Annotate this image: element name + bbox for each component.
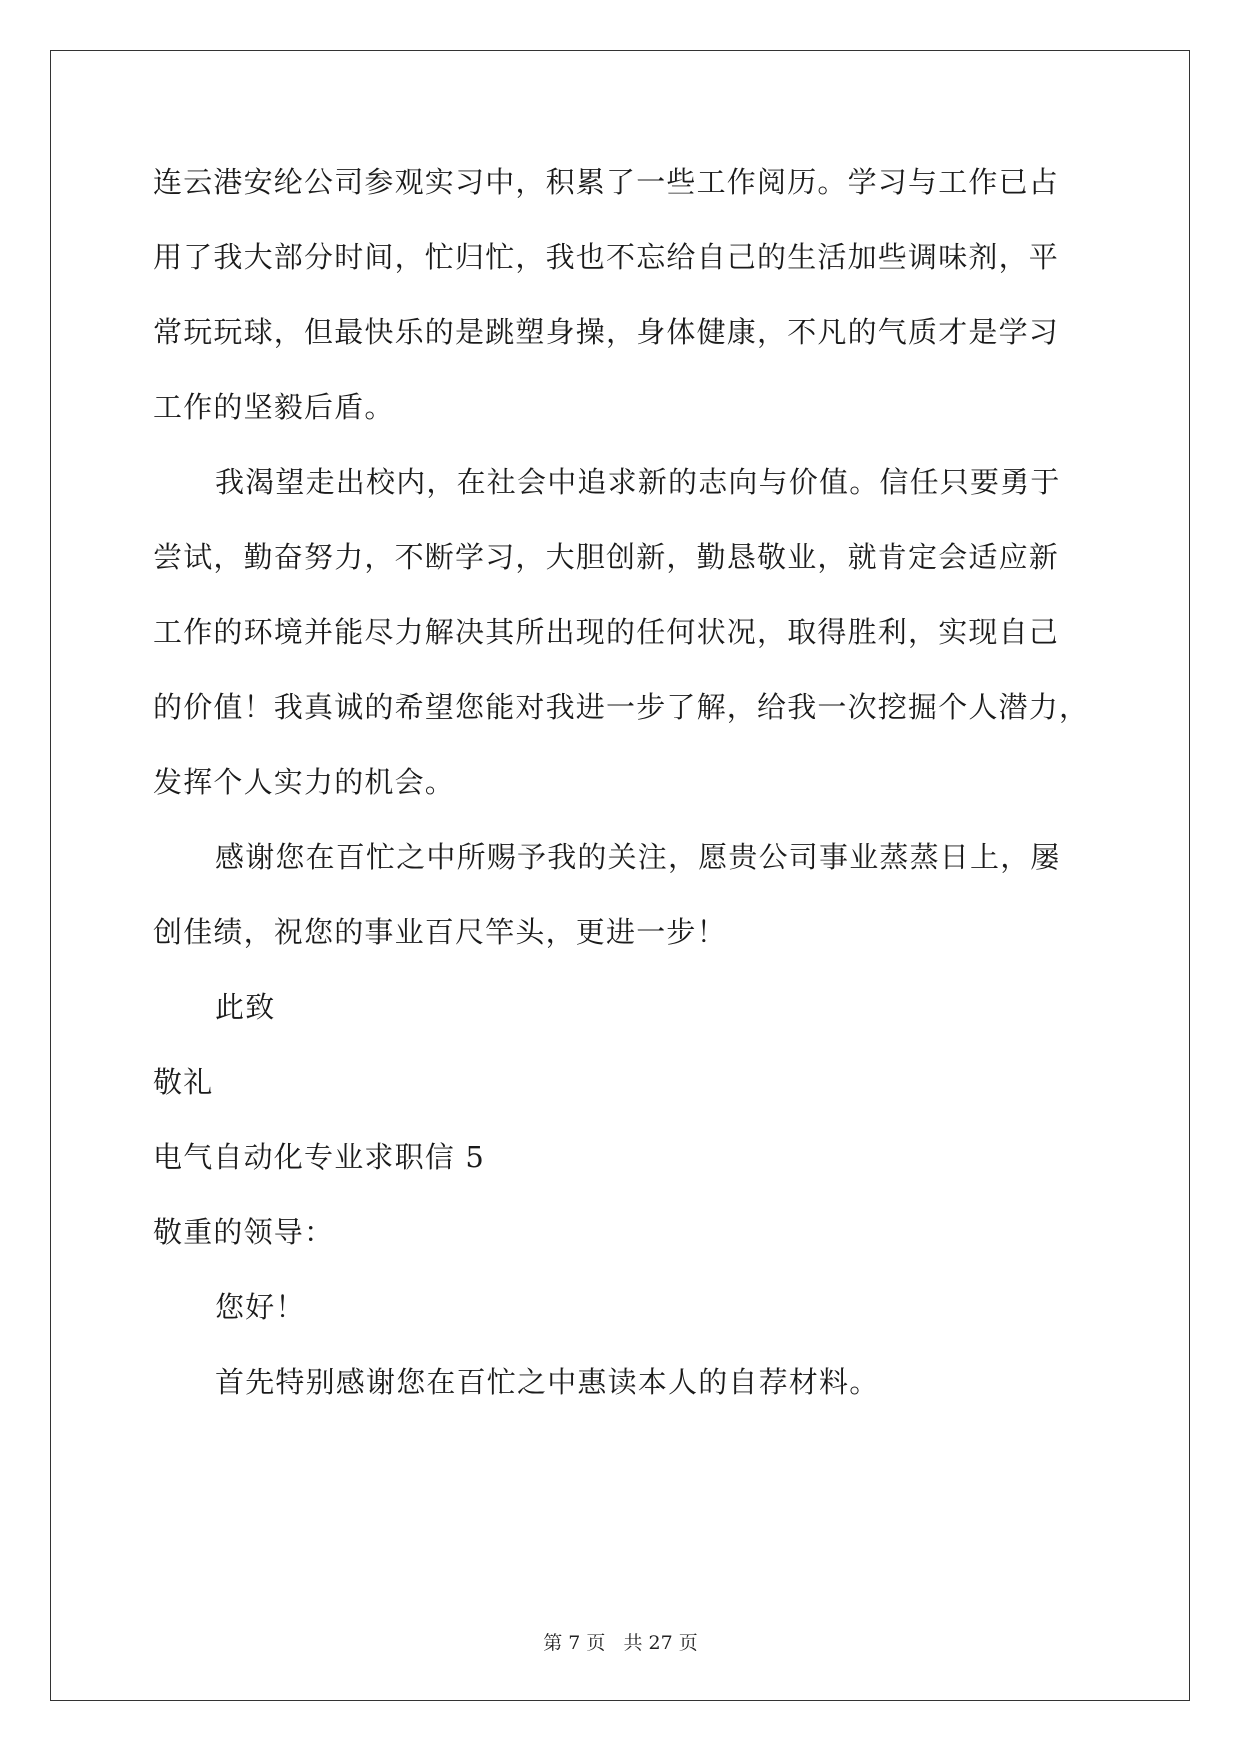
paragraph-line: 尝试，勤奋努力，不断学习，大胆创新，勤恳敬业，就肯定会适应新 [153, 540, 1060, 574]
page-footer [0, 1628, 1241, 1655]
paragraph-line: 工作的坚毅后盾。 [153, 390, 395, 424]
salute-text: 敬礼 [153, 1065, 214, 1099]
paragraph-line: 用了我大部分时间，忙归忙，我也不忘给自己的生活加些调味剂，平 [153, 240, 1060, 274]
paragraph-line: 感谢您在百忙之中所赐予我的关注，愿贵公司事业蒸蒸日上，屡 [215, 840, 1061, 874]
paragraph-line: 工作的环境并能尽力解决其所出现的任何状况，取得胜利，实现自己 [153, 615, 1060, 649]
paragraph-line: 创佳绩，祝您的事业百尺竿头，更进一步！ [153, 915, 727, 949]
closing-text: 此致 [215, 990, 276, 1024]
paragraph-line: 的价值！我真诚的希望您能对我进一步了解，给我一次挖掘个人潜力， [153, 690, 1090, 724]
intro-text: 首先特别感谢您在百忙之中惠读本人的自荐材料。 [215, 1365, 880, 1399]
paragraph-line: 常玩玩球，但最快乐的是跳塑身操，身体健康，不凡的气质才是学习 [153, 315, 1060, 349]
paragraph-line: 发挥个人实力的机会。 [153, 765, 456, 799]
section-title: 电气自动化专业求职信 5 [153, 1140, 486, 1174]
hello-text: 您好！ [215, 1290, 306, 1324]
page-total: 共 27 页 [623, 1632, 698, 1654]
page-number: 第 7 页 [543, 1632, 606, 1654]
paragraph-line: 连云港安纶公司参观实习中，积累了一些工作阅历。学习与工作已占 [153, 165, 1060, 199]
paragraph-line: 我渴望走出校内，在社会中追求新的志向与价值。信任只要勇于 [215, 465, 1061, 499]
greeting-text: 敬重的领导： [153, 1215, 335, 1249]
